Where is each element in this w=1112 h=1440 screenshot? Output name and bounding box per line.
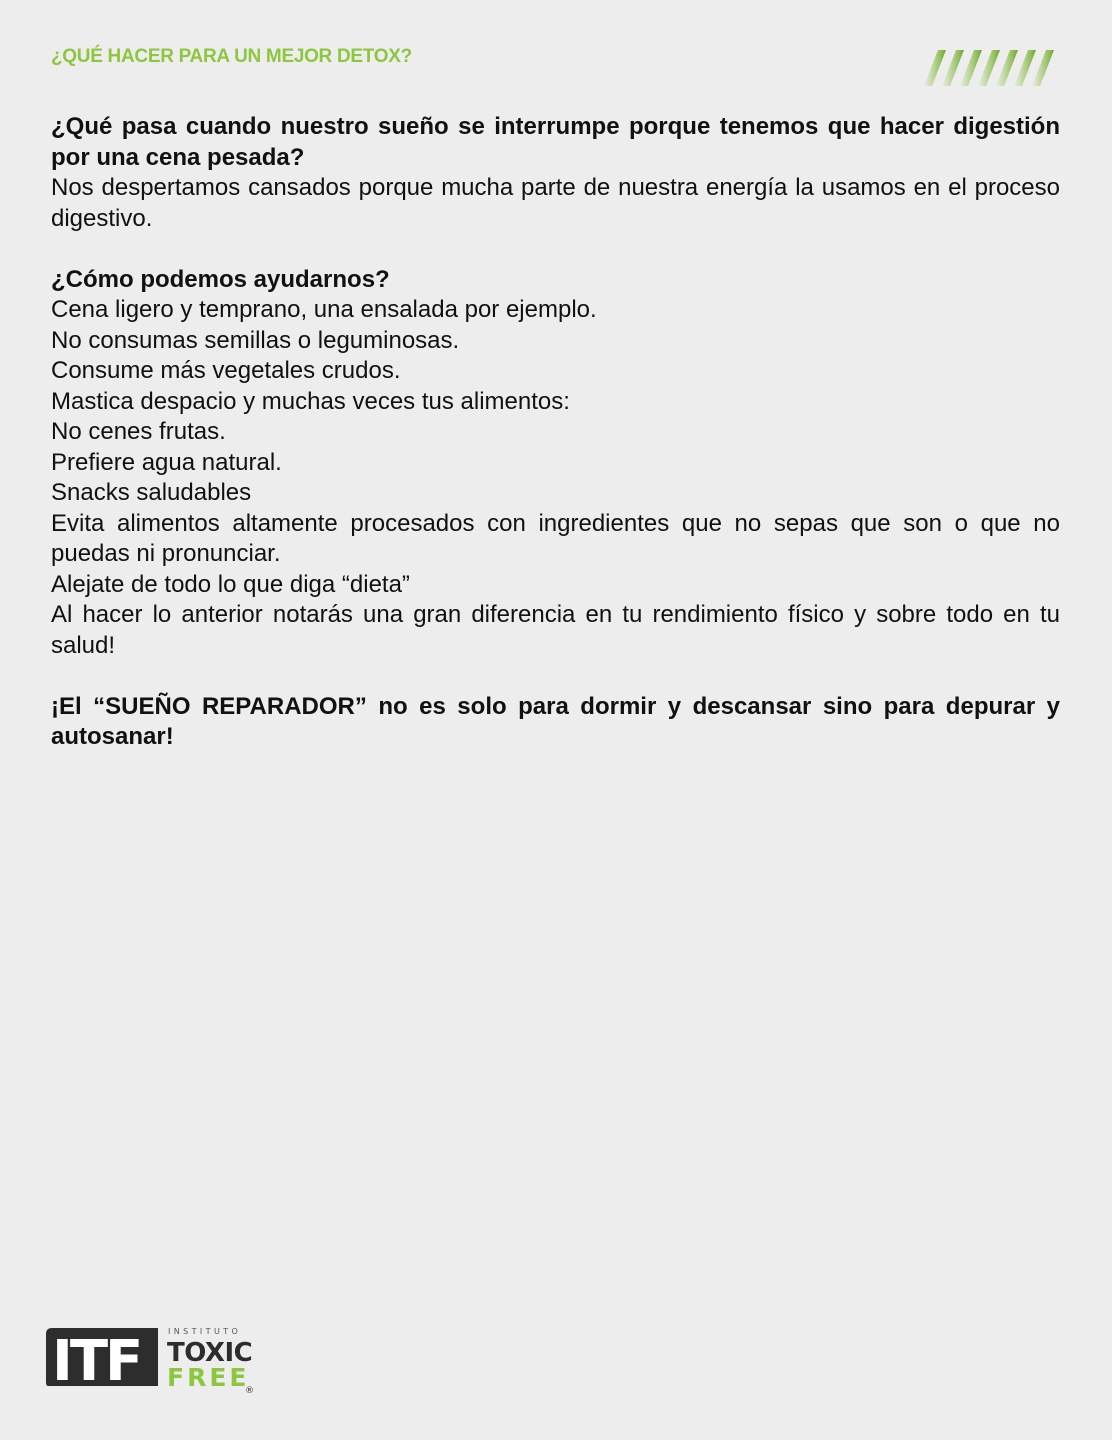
logo-registered: ®: [245, 1386, 254, 1396]
section1-question: ¿Qué pasa cuando nuestro sueño se interrumpe porque tenemos que hacer digestión por una cena pesada?: [51, 113, 1060, 171]
section2-heading: ¿Cómo podemos ayudarnos?: [51, 265, 390, 293]
list-item: Mastica despacio y muchas veces tus alimentos:: [51, 387, 570, 415]
logo-small-text: INSTITUTO: [168, 1327, 242, 1336]
logo-word-toxic: TOXIC: [167, 1338, 253, 1368]
list-item: Prefiere agua natural.: [51, 448, 282, 476]
closing-statement: ¡El “SUEÑO REPARADOR” no es solo para dormir y descansar sino para depurar y autosanar!: [51, 692, 1060, 750]
list-item: Consume más vegetales crudos.: [51, 357, 401, 384]
list-item: Cena ligero y temprano, una ensalada por ejemplo.: [51, 296, 597, 323]
header-title: ¿QUÉ HACER PARA UN MEJOR DETOX?: [51, 46, 412, 67]
decorative-stripes-icon: [922, 48, 1062, 88]
logo-word-free: FREE: [167, 1363, 250, 1392]
section1-answer: Nos despertamos cansados porque mucha parte de nuestra energía la usamos en el proceso digestivo.: [51, 174, 1060, 232]
logo-monogram: ITF: [52, 1329, 141, 1394]
list-item: Evita alimentos altamente procesados con ingredientes que no sepas que son o que no puedas ni pronunciar.: [51, 509, 1060, 567]
list-item: No consumas semillas o leguminosas.: [51, 326, 460, 354]
itf-logo: [46, 1322, 261, 1397]
list-item: No cenes frutas.: [51, 418, 226, 445]
list-item: Snacks saludables: [51, 479, 252, 506]
list-item: Alejate de todo lo que diga “dieta”: [51, 570, 410, 598]
main-content: [51, 112, 1060, 753]
list-item: Al hacer lo anterior notarás una gran diferencia en tu rendimiento físico y sobre todo en tu salud!: [51, 601, 1060, 659]
